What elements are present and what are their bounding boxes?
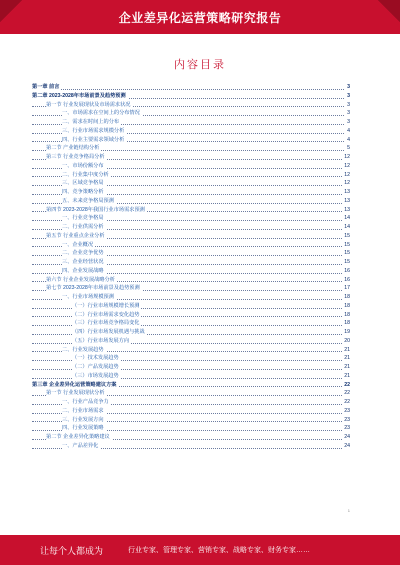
toc-entry-title: 第一节 行业发展现状及市场需求状况 (46, 101, 131, 108)
toc-entry-title: 一、市场需求在空间上的分布情况 (62, 110, 140, 117)
toc-entry-title: 二、行业集中度分析 (62, 171, 109, 178)
toc-entry-page: 22 (344, 399, 350, 405)
toc-entry-page: 15 (344, 232, 350, 239)
toc-entry-page: 13 (344, 197, 350, 204)
table-of-contents (32, 83, 350, 451)
toc-entry-page: 3 (347, 84, 350, 90)
toc-entry-page: 17 (344, 285, 350, 292)
toc-entry-title: 一、行业竞争格局 (62, 215, 104, 222)
toc-entry-page: 21 (344, 372, 350, 379)
toc-entry[interactable] (32, 214, 350, 223)
toc-entry[interactable] (32, 249, 350, 258)
toc-entry-page: 12 (344, 162, 350, 169)
toc-entry[interactable] (32, 144, 350, 153)
toc-entry-title: （二）产品发展趋势 (72, 364, 119, 370)
toc-entry[interactable] (32, 381, 350, 390)
toc-entry-title: （三）行业市场竞争格局变化 (72, 320, 140, 327)
toc-leader-dots (32, 89, 350, 90)
toc-entry-page: 21 (344, 364, 350, 370)
toc-entry-title: 一、企业概况 (62, 241, 94, 248)
toc-entry[interactable] (32, 284, 350, 293)
toc-entry-page: 3 (347, 110, 350, 117)
toc-entry[interactable] (32, 118, 350, 127)
toc-entry-title: 四、行业发展策略 (62, 425, 104, 432)
toc-entry[interactable] (32, 407, 350, 416)
toc-entry-title: 一、产品差异化 (62, 442, 99, 449)
toc-entry-title: （二）行业市场需求变化趋势 (72, 311, 140, 318)
toc-entry-page: 12 (344, 154, 350, 160)
toc-entry-title: 第二章 2023-2028年市场前景及趋势预测 (32, 92, 126, 99)
toc-entry[interactable] (32, 416, 350, 425)
toc-entry-title: 第六节 行业企业发展战略分析 (46, 276, 115, 283)
toc-entry[interactable] (32, 171, 350, 180)
toc-entry[interactable] (32, 92, 350, 101)
toc-heading: 内容目录 (174, 59, 226, 71)
toc-entry[interactable] (32, 101, 350, 110)
toc-entry-title: 一、市场份额分布 (62, 162, 104, 169)
toc-entry-title: （五）行业市场发展方向 (72, 337, 130, 344)
toc-entry-page: 16 (344, 267, 350, 274)
toc-entry-title: 第二节 企业差异化策略建议 (46, 434, 110, 440)
toc-entry[interactable] (32, 241, 350, 250)
toc-entry-title: （四）行业市场发展机遇与挑战 (72, 329, 145, 335)
toc-entry-title: （一）行业市场规模增长预测 (72, 302, 140, 309)
toc-entry-page: 18 (344, 302, 350, 309)
toc-entry[interactable] (32, 293, 350, 302)
toc-entry-title: 二、行业发展趋势 (62, 346, 104, 353)
toc-entry-page: 5 (347, 145, 350, 152)
toc-entry-title: 四、竞争策略分析 (62, 189, 104, 195)
toc-entry-title: 一、行业产品竞争力 (62, 399, 109, 405)
toc-entry[interactable] (32, 354, 350, 363)
toc-entry[interactable] (32, 83, 350, 92)
toc-entry-title: 三、企业经营状况 (62, 259, 104, 265)
toc-entry-page: 3 (347, 119, 350, 125)
toc-entry[interactable] (32, 127, 350, 136)
toc-entry[interactable] (32, 442, 350, 451)
toc-entry-page: 23 (344, 416, 350, 423)
footer-slogan: 让每个人都成为 (40, 546, 104, 556)
toc-entry[interactable] (32, 109, 350, 118)
toc-entry-page: 19 (344, 329, 350, 335)
toc-entry[interactable] (32, 162, 350, 171)
report-header-banner (0, 0, 400, 34)
toc-entry[interactable] (32, 153, 350, 162)
toc-entry-page: 12 (344, 171, 350, 178)
toc-entry-title: 四、行业主要需求领域分析 (62, 136, 125, 143)
toc-entry-page: 13 (344, 206, 350, 213)
toc-entry-title: （三）市场发展趋势 (72, 372, 119, 379)
toc-entry[interactable] (32, 328, 350, 337)
toc-entry[interactable] (32, 188, 350, 197)
toc-entry-page: 18 (344, 294, 350, 300)
toc-entry-page: 21 (344, 346, 350, 353)
toc-entry-page: 12 (344, 180, 350, 187)
toc-entry-page: 22 (344, 381, 350, 388)
toc-entry[interactable] (32, 276, 350, 285)
toc-entry-title: 第四节 2023-2028年我国行业市场需求预测 (46, 206, 145, 213)
report-title: 企业差异化运营策略研究报告 (118, 11, 282, 25)
toc-entry-page: 23 (344, 407, 350, 414)
toc-entry-title: 五、未来竞争格局预测 (62, 197, 114, 204)
toc-entry[interactable] (32, 363, 350, 372)
toc-entry-page: 15 (344, 241, 350, 248)
footer-roles: 行业专家、管理专家、营销专家、战略专家、财务专家…… (128, 547, 310, 554)
toc-entry-page: 23 (344, 425, 350, 432)
toc-entry-page: 14 (344, 224, 350, 230)
page-number: 1 (347, 508, 350, 513)
toc-entry-page: 22 (344, 390, 350, 397)
toc-entry[interactable] (32, 197, 350, 206)
toc-entry[interactable] (32, 346, 350, 355)
toc-entry-title: 二、需求在时间上的分布 (62, 119, 120, 125)
toc-entry-page: 20 (344, 337, 350, 344)
toc-entry[interactable] (32, 311, 350, 320)
toc-entry-title: 一、行业市场规模预测 (62, 294, 114, 300)
toc-entry-title: 三、行业市场需求规模分析 (62, 127, 125, 134)
toc-entry[interactable] (32, 302, 350, 311)
toc-entry[interactable] (32, 258, 350, 267)
toc-entry-title: 三、区域竞争格局 (62, 180, 104, 187)
toc-entry[interactable] (32, 232, 350, 241)
toc-entry-page: 4 (347, 127, 350, 134)
toc-entry[interactable] (32, 179, 350, 188)
toc-entry-title: 第一节 行业发展现状分析 (46, 390, 105, 397)
toc-entry-page: 14 (344, 215, 350, 222)
toc-entry-title: 第七节 2023-2028年市场前景及趋势预测 (46, 285, 140, 292)
toc-entry-title: （一）技术发展趋势 (72, 355, 119, 362)
toc-entry-page: 21 (344, 355, 350, 362)
toc-entry-page: 4 (347, 136, 350, 143)
toc-entry-title: 四、企业发展战略 (62, 267, 104, 274)
toc-entry-page: 16 (344, 276, 350, 283)
toc-entry-title: 三、行业发展方向 (62, 416, 104, 423)
toc-entry-page: 13 (344, 189, 350, 195)
toc-entry[interactable] (32, 398, 350, 407)
toc-entry-title: 二、行业供需分析 (62, 224, 104, 230)
toc-entry-page: 3 (347, 92, 350, 99)
toc-entry-title: 第三章 企业差异化运营策略建议方案 (32, 381, 117, 388)
toc-entry[interactable] (32, 337, 350, 346)
toc-entry-page: 18 (344, 311, 350, 318)
toc-entry[interactable] (32, 319, 350, 328)
toc-entry-page: 15 (344, 259, 350, 265)
toc-entry[interactable] (32, 424, 350, 433)
toc-entry-title: 第三节 行业竞争格局分析 (46, 154, 105, 160)
toc-entry-title: 第一章 前言 (32, 84, 60, 90)
toc-entry-title: 第五节 行业重点企业分析 (46, 232, 105, 239)
toc-entry-page: 18 (344, 320, 350, 327)
toc-entry[interactable] (32, 136, 350, 145)
toc-entry[interactable] (32, 372, 350, 381)
toc-entry[interactable] (32, 267, 350, 276)
toc-entry-title: 二、企业竞争优势 (62, 250, 104, 257)
footer-banner (0, 535, 400, 565)
toc-entry-title: 第二节 产业链结构分析 (46, 145, 100, 152)
toc-entry[interactable] (32, 433, 350, 442)
toc-entry[interactable] (32, 206, 350, 215)
toc-entry[interactable] (32, 223, 350, 232)
toc-entry[interactable] (32, 389, 350, 398)
toc-entry-title: 二、行业市场需求 (62, 407, 104, 414)
toc-entry-page: 15 (344, 250, 350, 257)
toc-entry-page: 3 (347, 101, 350, 108)
toc-entry-page: 24 (344, 442, 350, 449)
toc-entry-page: 24 (344, 434, 350, 440)
